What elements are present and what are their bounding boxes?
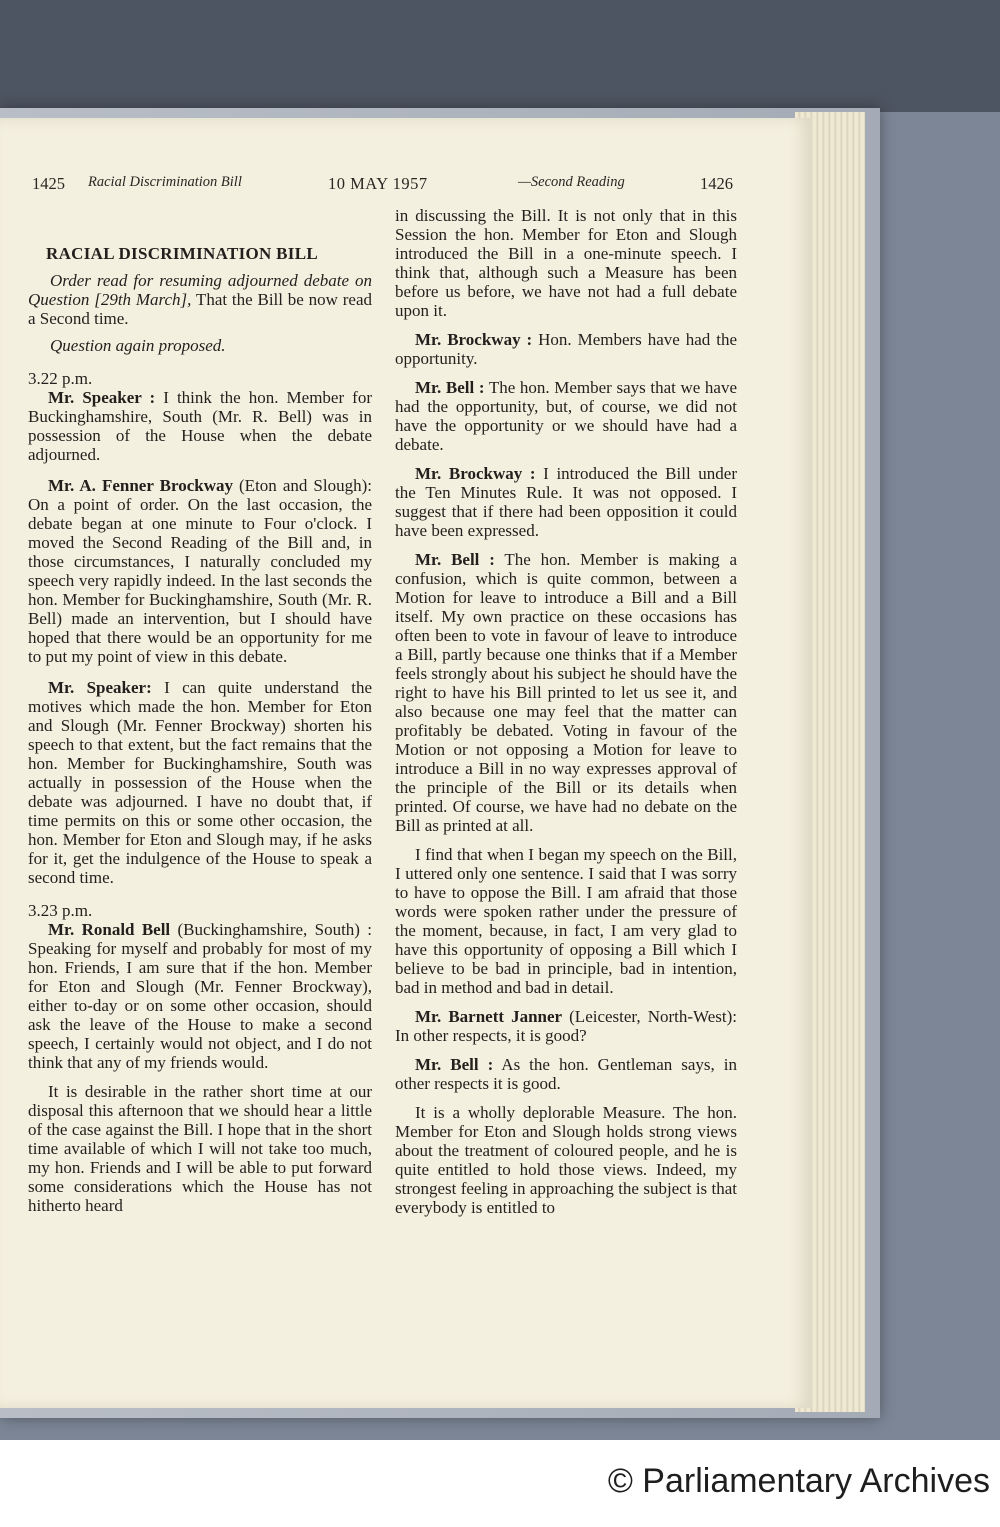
speech [395, 550, 737, 835]
running-section: —Second Reading [518, 174, 625, 190]
speech-text: I think the hon. Member for Buckinghamshire, South (Mr. R. Bell) was in possession of the House when the debate adjourned. [28, 388, 372, 464]
copyright-watermark: © Parliamentary Archives [607, 1462, 990, 1500]
book-page [0, 118, 812, 1408]
paragraph: in discussing the Bill. It is not only that in this Session the hon. Member for Eton and Slough introduced the Bill in a one-minute speech. I think that, although such a Measure has been before us before, we have not had a full debate upon it. [395, 206, 737, 320]
order-paragraph [28, 271, 372, 328]
speech-text: (Buckinghamshire, South) : Speaking for myself and probably for most of my hon. Friends, I am sure that if the hon. Member for Eton and Slough (Mr. Fenner Brockway), either to-day or on some other occasion, should ask the leave of the House to make a second speech, I certainly would not object, and I do not think that any of my friends would. [28, 920, 372, 1072]
question-again: Question again proposed. [50, 336, 226, 355]
page-number-right: 1426 [700, 174, 733, 193]
speaker-name: Mr. Speaker: [48, 678, 152, 697]
right-column [395, 206, 737, 1227]
speaker-name: Mr. Bell : [415, 550, 495, 569]
speech-text: I can quite understand the motives which made the hon. Member for Eton and Slough (Mr. Fenner Brockway) shorten his speech to that extent, but the fact remains that the hon. Member for Buckinghamshire, South was actually in possession of the House when the debate was adjourned. I have no doubt that, if time permits on this or some other occasion, the hon. Member for Eton and Slough may, if he asks for it, get the indulgence of the House to speak a second time. [28, 678, 372, 887]
speech [28, 476, 372, 666]
running-title: Racial Discrimination Bill [88, 174, 242, 190]
speech [28, 678, 372, 887]
order-italic: Order read for resuming adjourned debate on Question [29th March], [28, 271, 372, 309]
order-tail: That the Bill be now read a Second time. [28, 290, 373, 328]
paragraph: It is desirable in the rather short time at our disposal this afternoon that we should hear a little of the case against the Bill. I hope that in the short time available of which I will not take too much, my hon. Friends and I will be able to put forward some considerations which the House has not hitherto heard [28, 1082, 372, 1215]
bill-heading: RACIAL DISCRIMINATION BILL [46, 244, 318, 263]
speech [395, 378, 737, 454]
speaker-name: Mr. Barnett Janner [415, 1007, 563, 1026]
paragraph: I find that when I began my speech on the Bill, I uttered only one sentence. I said that I was sorry to have to oppose the Bill. I am afraid that those words were spoken rather under the pressure of the moment, because, in fact, I am very glad to have this opportunity of opposing a Bill which I believe to be bad in principle, bad in intention, bad in method and bad in detail. [395, 845, 737, 997]
page-number-left: 1425 [32, 174, 65, 193]
speech [28, 388, 372, 464]
running-head [32, 174, 744, 198]
speech-text: As the hon. Gentleman says, in other respects it is good. [395, 1055, 737, 1093]
speech-text: I introduced the Bill under the Ten Minutes Rule. It was not opposed. I suggest that if there had been opposition it could have been expressed. [395, 464, 738, 540]
speech [395, 464, 737, 540]
speech-text: The hon. Member is making a confusion, which is quite common, between a Motion for leave to introduce a Bill and a Bill itself. My own practice on these occasions has often been to vote in favour of leave to introduce a Bill, partly because one thinks that if a Member feels strongly about his subject he should have the right to have his Bill printed to let us see it, and also because one may feel that the matter can profitably be debated. Voting in favour of the Motion or not opposing a Motion for leave to introduce a Bill in no way expresses approval of the principle of the Bill or its details when printed. Of course, we have had no debate on the Bill as printed at all. [395, 550, 737, 835]
speaker-name: Mr. Brockway : [415, 330, 533, 349]
speech [395, 1007, 737, 1045]
speech [395, 1055, 737, 1093]
speech-text: The hon. Member says that we have had the opportunity, but, of course, we did not have the opportunity or we should have had a debate. [395, 378, 737, 454]
speech-text: (Eton and Slough): On a point of order. On the last occasion, the debate began at one minute to Four o'clock. I moved the Second Reading of the Bill and, in those circumstances, I naturally concluded my speech very rapidly indeed. In the last seconds the hon. Member for Buckinghamshire, South (Mr. R. Bell) made an intervention, but I should have hoped that there would be an opportunity for me to put my point of view in this debate. [28, 476, 372, 666]
speaker-name: Mr. Bell : [415, 1055, 494, 1074]
left-column [28, 206, 372, 1225]
timestamp: 3.23 p.m. [28, 901, 93, 920]
speaker-name: Mr. Ronald Bell [48, 920, 171, 939]
speech [395, 330, 737, 368]
speech-text: Hon. Members have had the opportunity. [395, 330, 737, 368]
scan-top-shadow [0, 0, 1000, 112]
speaker-name: Mr. Brockway : [415, 464, 536, 483]
running-date: 10 MAY 1957 [328, 174, 428, 193]
speech [28, 920, 372, 1072]
speaker-name: Mr. A. Fenner Brockway [48, 476, 233, 495]
timestamp: 3.22 p.m. [28, 369, 93, 388]
speech-text: (Leicester, North-West): In other respects, it is good? [395, 1007, 737, 1045]
speaker-name: Mr. Bell : [415, 378, 485, 397]
paragraph: It is a wholly deplorable Measure. The hon. Member for Eton and Slough holds strong views about the treatment of coloured people, and he is quite entitled to hold those views. Indeed, my strongest feeling in approaching the subject is that everybody is entitled to [395, 1103, 737, 1217]
speaker-name: Mr. Speaker : [48, 388, 156, 407]
